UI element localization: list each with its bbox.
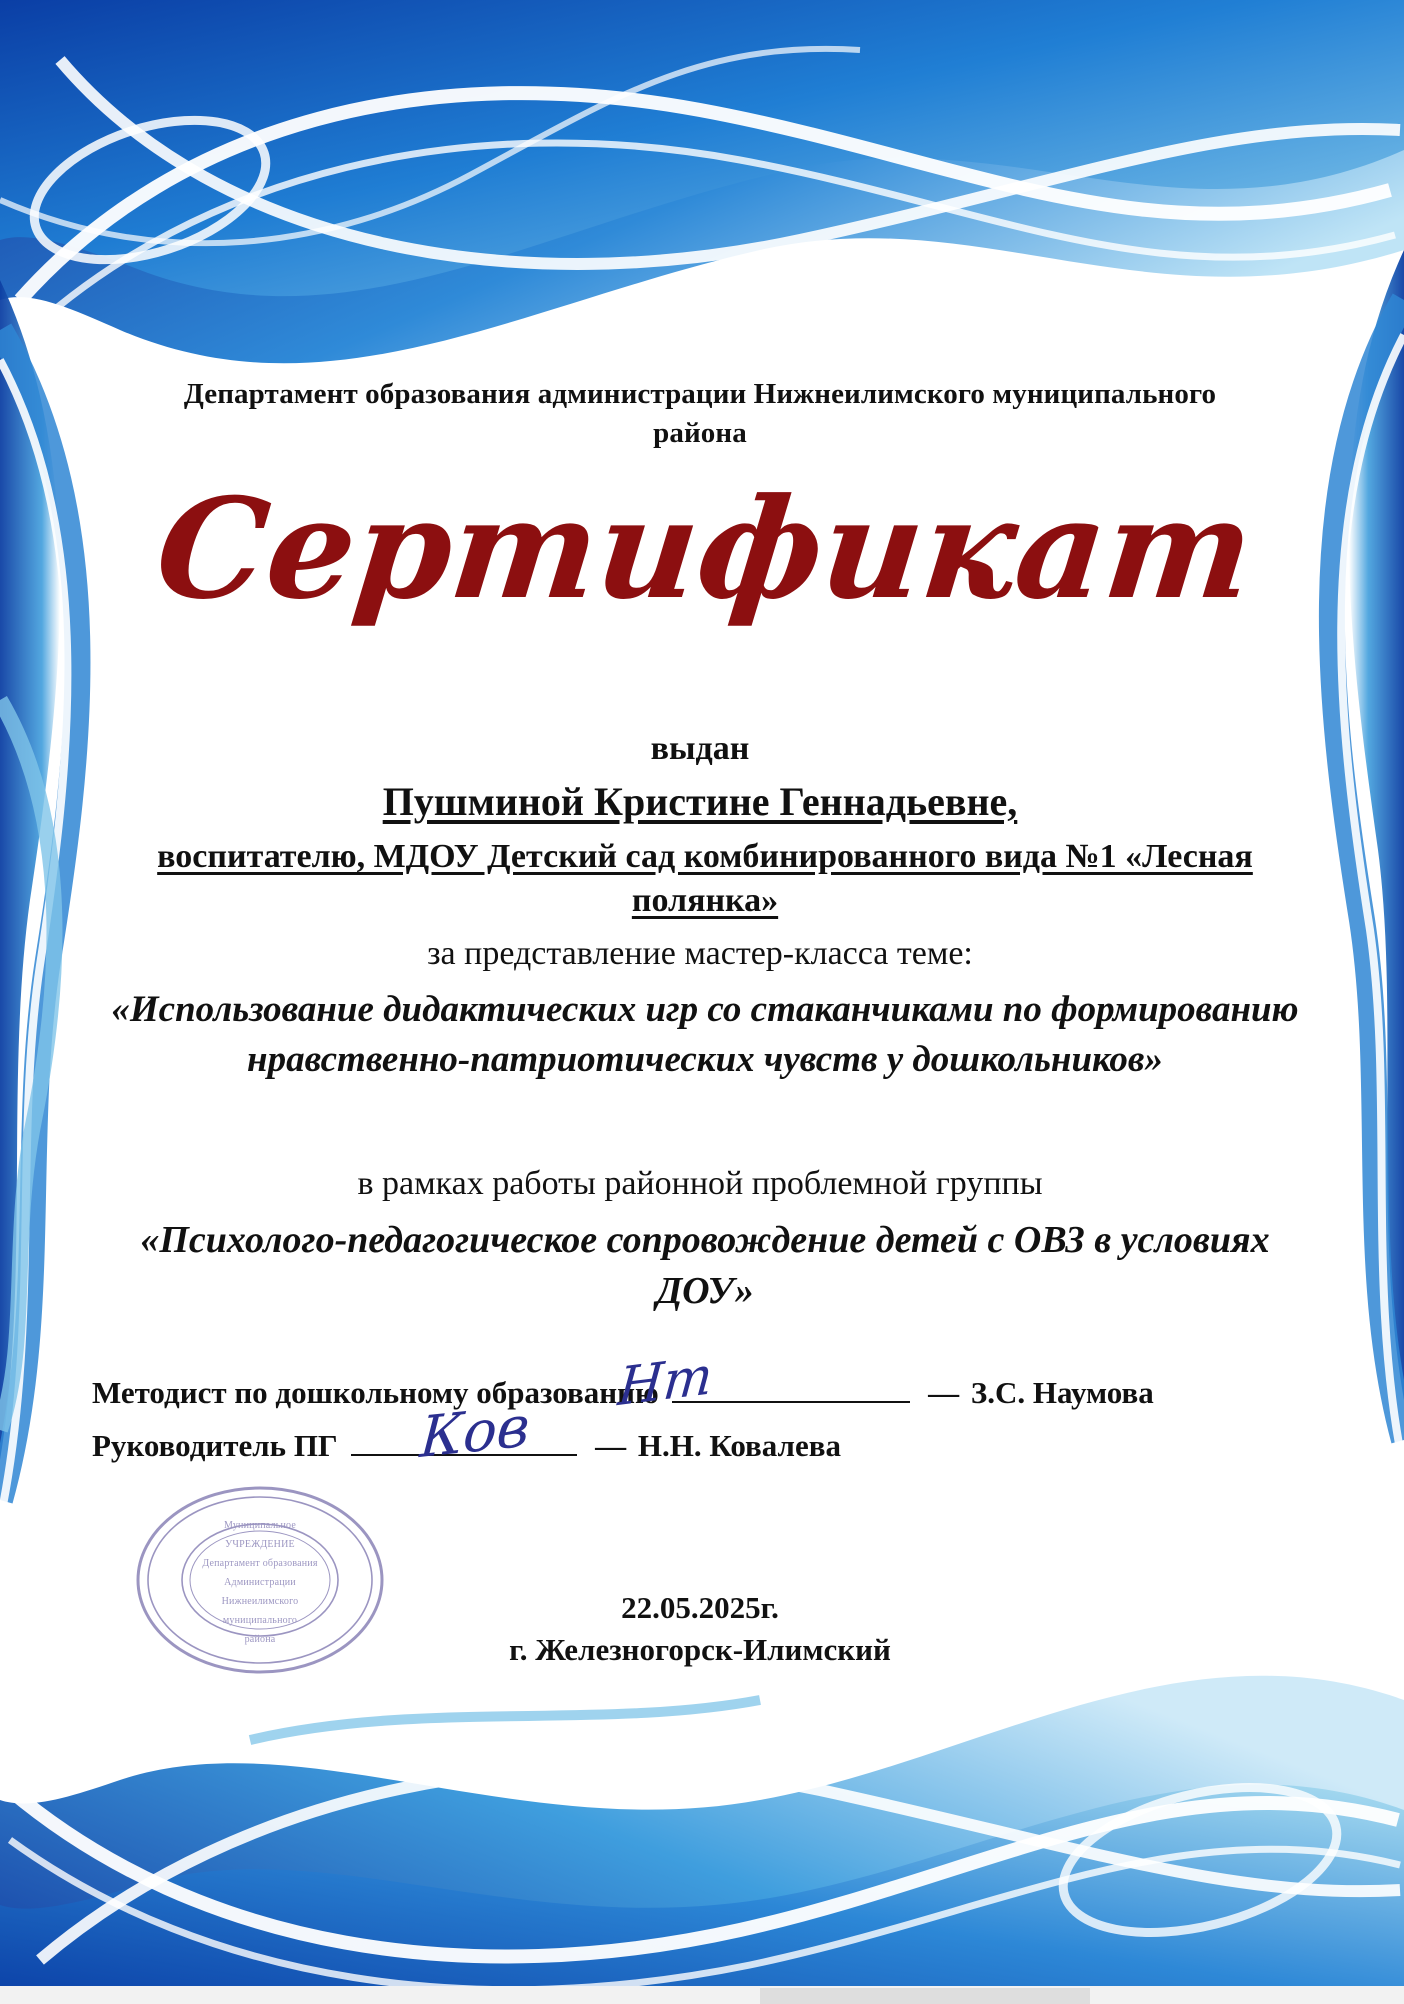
stamp-line-4: Администрации xyxy=(224,1577,296,1588)
stamp-text xyxy=(130,1480,390,1680)
stamp-line-5: Нижнеилимского xyxy=(221,1596,299,1607)
department-heading: Департамент образования администрации Нижнеилимского муниципального района xyxy=(183,378,1217,450)
signatory-role-2: Руководитель ПГ xyxy=(92,1428,338,1463)
signature-dash-1: — xyxy=(928,1375,960,1410)
signature-line-2 xyxy=(351,1453,577,1456)
handwritten-signature-1: Нт xyxy=(615,1345,715,1419)
group-name: «Психолого-педагогическое сопровождение детей с ОВЗ в условиях ДОУ» xyxy=(140,1219,1270,1313)
issue-date: 22.05.2025г. xyxy=(621,1590,779,1625)
framework-label: в рамках работы районной проблемной группы xyxy=(357,1165,1043,1202)
reason-label: за представление мастер-класса теме: xyxy=(427,935,973,972)
recipient-name: Пушминой Кристине Геннадьевне, xyxy=(382,779,1018,824)
signatory-row-head xyxy=(92,1428,841,1464)
signatory-row-methodist xyxy=(92,1375,1154,1411)
signature-line-1 xyxy=(672,1400,910,1403)
stamp-line-6: муниципального xyxy=(222,1615,298,1626)
stamp-line-3: Департамент образования xyxy=(202,1558,318,1569)
signatory-name-2: Н.Н. Ковалева xyxy=(637,1428,841,1463)
issue-city: г. Железногорск-Илимский xyxy=(509,1632,891,1667)
signature-dash-2: — xyxy=(595,1428,627,1463)
signatory-name-1: З.С. Наумова xyxy=(970,1375,1154,1410)
handwritten-signature-2: Ков xyxy=(417,1393,532,1472)
topic-text: «Использование дидактических игр со стаканчиками по формированию нравственно-патриотических чувств у дошкольников» xyxy=(111,989,1299,1080)
official-stamp xyxy=(130,1480,390,1680)
issued-label: выдан xyxy=(650,730,750,767)
stamp-line-1: Муниципальное xyxy=(224,1520,296,1531)
recipient-position: воспитателю, МДОУ Детский сад комбинированного вида №1 «Лесная полянка» xyxy=(157,838,1253,920)
stamp-line-7: района xyxy=(244,1634,276,1645)
signatory-role-1: Методист по дошкольному образованию xyxy=(92,1375,659,1410)
stamp-line-2: УЧРЕЖДЕНИЕ xyxy=(225,1539,295,1550)
page-title: Сертификат xyxy=(149,467,1261,630)
